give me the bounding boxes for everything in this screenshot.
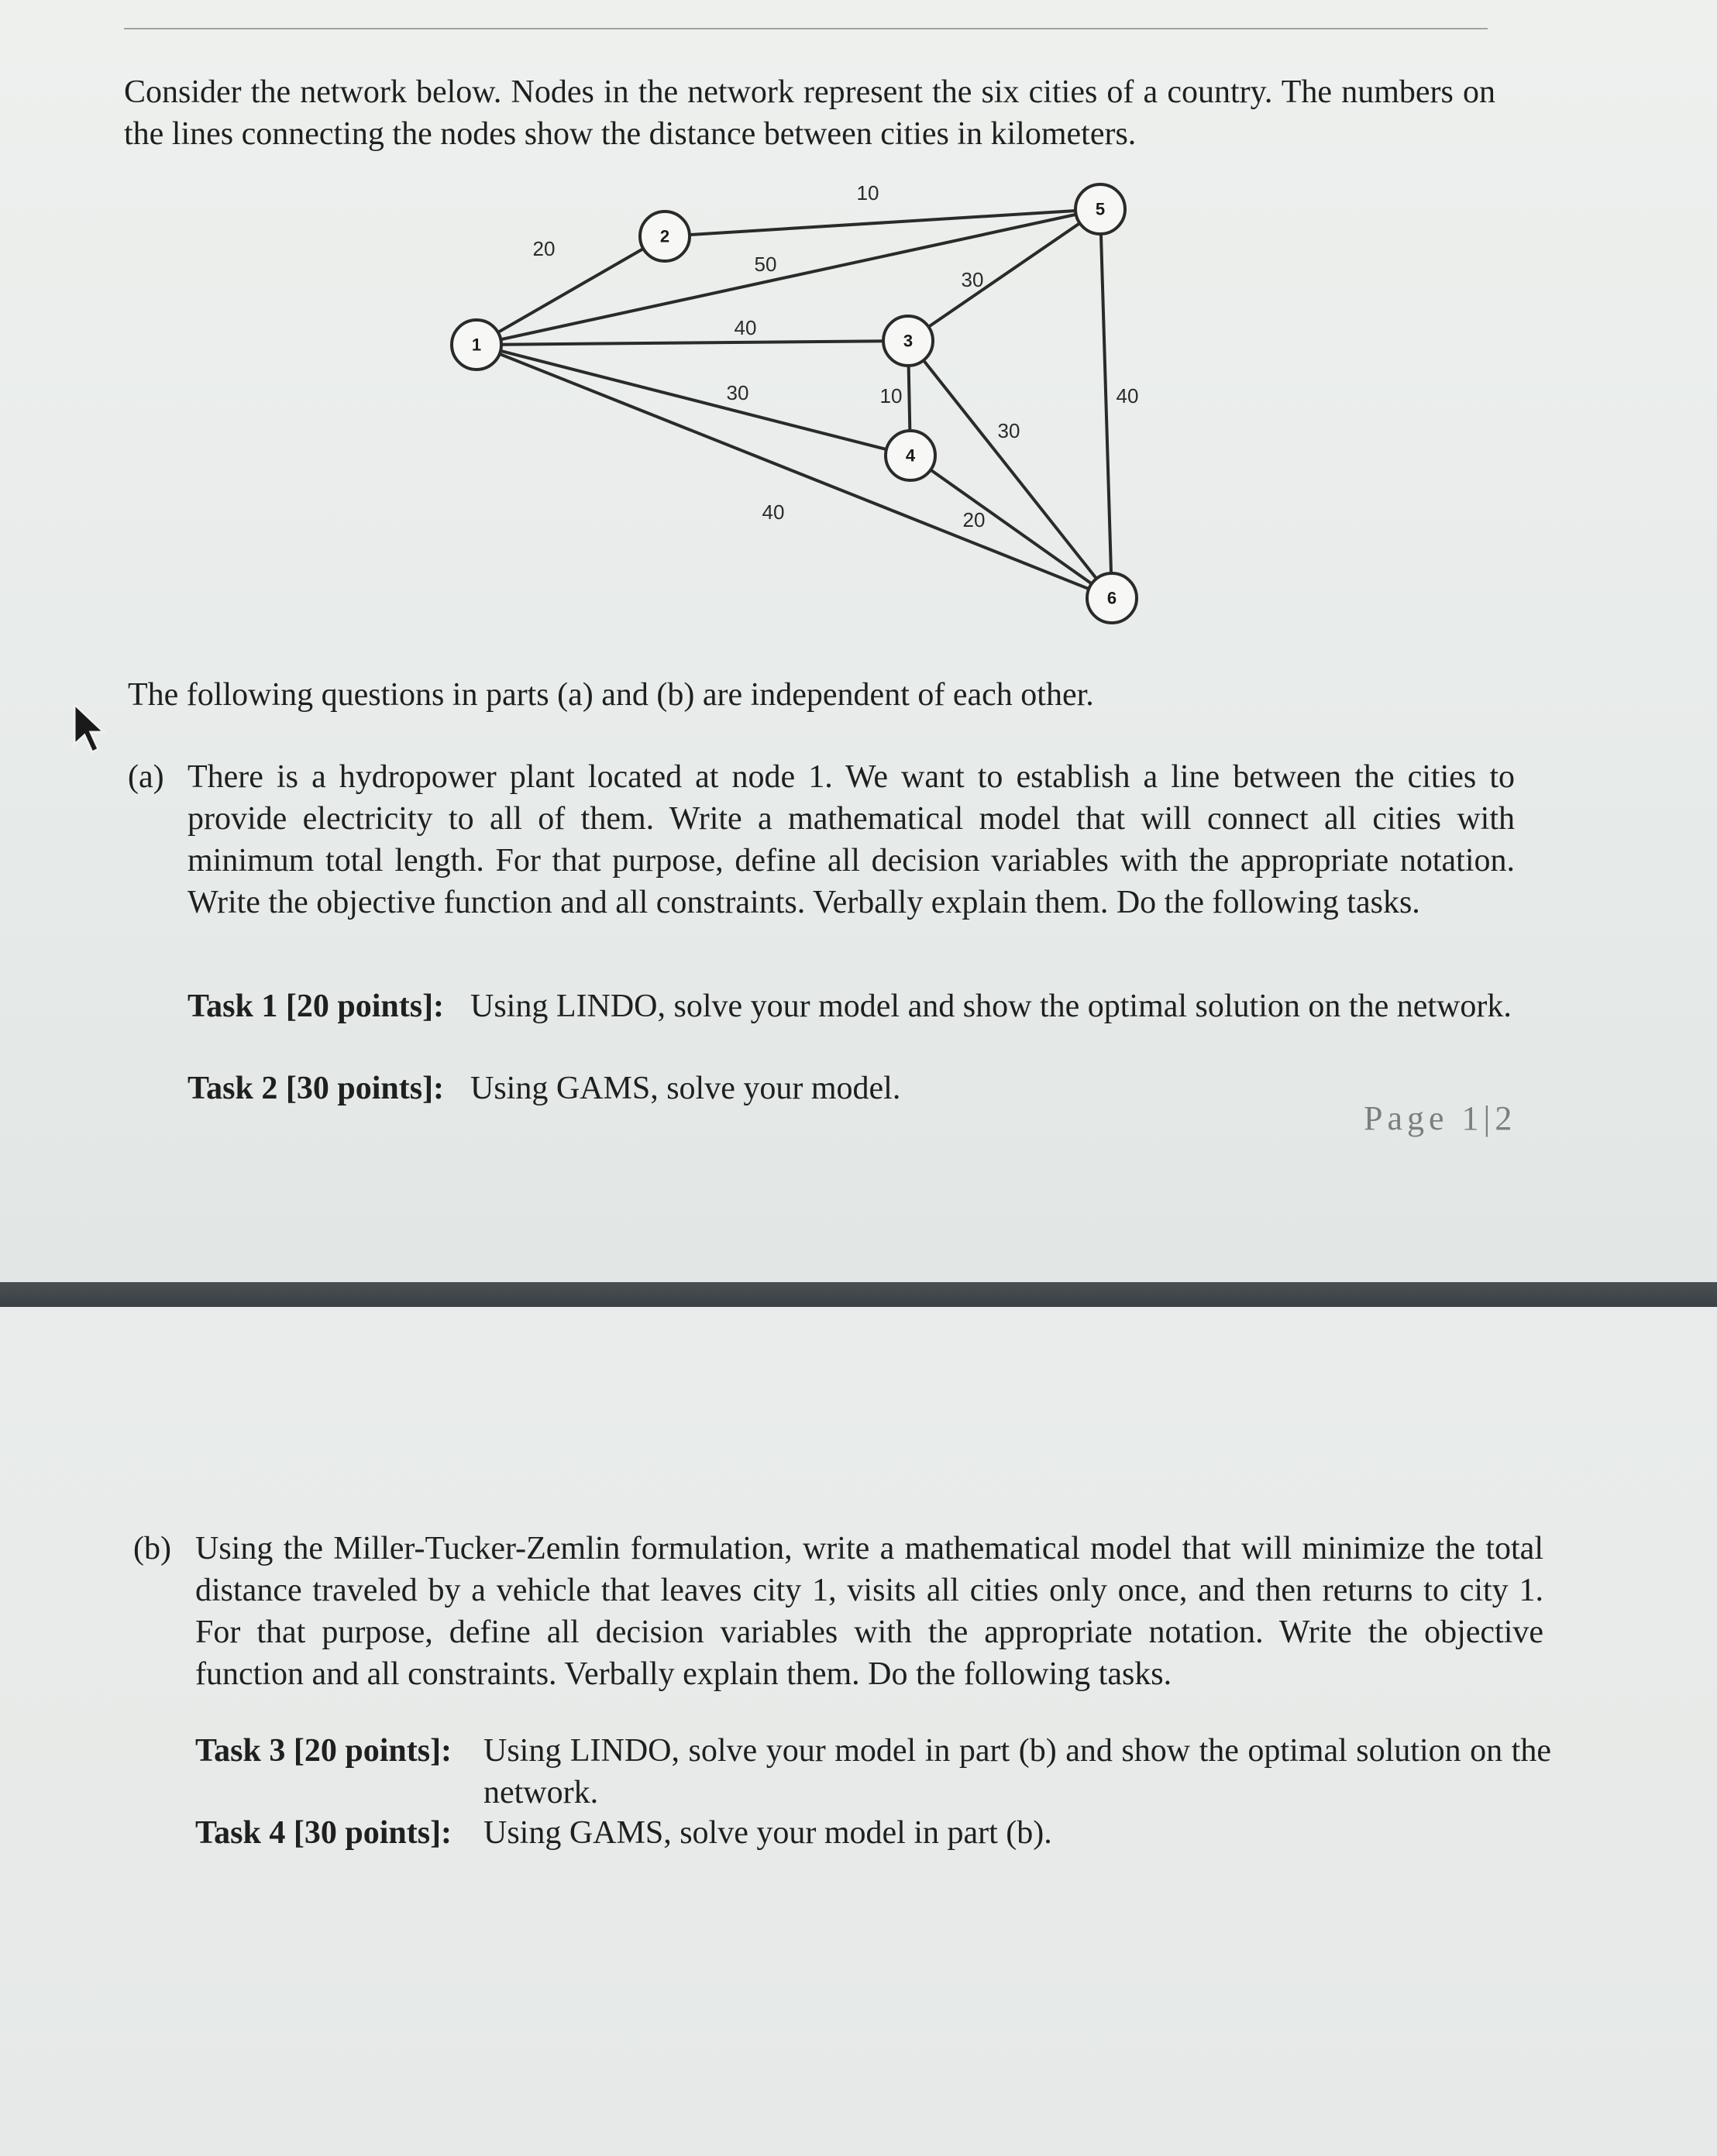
- edge-5-6: [1100, 209, 1112, 598]
- node-1-label: 1: [471, 335, 482, 355]
- edge-label-3-4: 10: [879, 384, 903, 407]
- task-2: [188, 1068, 1520, 1111]
- page-break-gap: [0, 1282, 1717, 1307]
- task-4-text: Using GAMS, solve your model in part (b).: [483, 1815, 1052, 1851]
- node-1: [452, 320, 501, 370]
- part-b-marker: (b): [133, 1531, 171, 1566]
- task-1-label: Task 1 [20 points]:: [188, 989, 445, 1024]
- intro-paragraph: Consider the network below. Nodes in the network represent the six cities of a country. The numbers on the lines connecting the nodes show the distance between cities in kilometers.: [124, 74, 1495, 152]
- page-2: [0, 1307, 1717, 2156]
- part-b-text: Using the Miller-Tucker-Zemlin formulation, write a mathematical model that will minimize the total distance traveled by a vehicle that leaves city 1, visits all cities only once, and then returns to city 1. For that purpose, define all decision variables with the appropriate notation. Write the objective function and all constraints. Verbally explain them. Do the following tasks.: [195, 1531, 1543, 1692]
- task-1: [188, 985, 1520, 1071]
- edge-label-3-6: 30: [997, 419, 1020, 442]
- node-2-label: 2: [659, 226, 670, 246]
- edge-3-6: [905, 341, 1112, 598]
- node-5-label: 5: [1095, 199, 1106, 219]
- node-6: [1087, 573, 1137, 623]
- page-number: Page 1|2: [1364, 1099, 1517, 1137]
- task-1-text: Using LINDO, solve your model and show the optimal solution on the network.: [470, 989, 1512, 1024]
- node-3: [883, 316, 933, 366]
- edge-label-2-5: 10: [856, 181, 879, 205]
- mouse-pointer-icon: [71, 701, 113, 755]
- task-4: [195, 1812, 1551, 1855]
- edge-label-3-5: 30: [961, 268, 984, 291]
- edge-label-1-4: 30: [726, 381, 749, 404]
- task-3-text: Using LINDO, solve your model in part (b) and show the optimal solution on the network.: [483, 1733, 1551, 1810]
- node-2: [640, 211, 690, 261]
- node-5: [1075, 184, 1125, 234]
- edge-1-6: [477, 345, 1112, 598]
- edge-label-1-3: 40: [734, 316, 757, 339]
- task-2-text: Using GAMS, solve your model.: [470, 1071, 901, 1106]
- task-3: [195, 1730, 1551, 1815]
- edge-label-1-6: 40: [762, 500, 785, 524]
- part-a-text: There is a hydropower plant located at node 1. We want to establish a line between the cities to provide electricity to all of them. Write a mathematical model that will connect all cities with minimum total length. For that purpose, define all decision variables with the appropriate notation. Write the objective function and all constraints. Verbally explain them. Do the following tasks.: [188, 759, 1515, 920]
- node-3-label: 3: [903, 331, 914, 351]
- node-4: [886, 431, 935, 480]
- edge-label-4-6: 20: [962, 508, 986, 531]
- task-2-label: Task 2 [30 points]:: [188, 1071, 445, 1106]
- edge-1-4: [477, 345, 910, 456]
- task-4-label: Task 4 [30 points]:: [195, 1815, 452, 1851]
- edge-label-1-2: 20: [532, 237, 556, 260]
- edge-4-6: [910, 456, 1112, 598]
- edge-label-5-6: 40: [1116, 384, 1139, 407]
- network-diagram: [434, 170, 1162, 635]
- edge-1-3: [477, 341, 908, 345]
- task-3-label: Task 3 [20 points]:: [195, 1733, 452, 1769]
- edge-1-2: [477, 236, 665, 345]
- part-a-marker: (a): [128, 759, 164, 795]
- independence-note: The following questions in parts (a) and (b) are independent of each other.: [128, 677, 1094, 713]
- edge-label-1-5: 50: [754, 253, 777, 276]
- node-4-label: 4: [905, 445, 916, 466]
- page-top-rule: [124, 28, 1488, 29]
- node-6-label: 6: [1106, 588, 1117, 608]
